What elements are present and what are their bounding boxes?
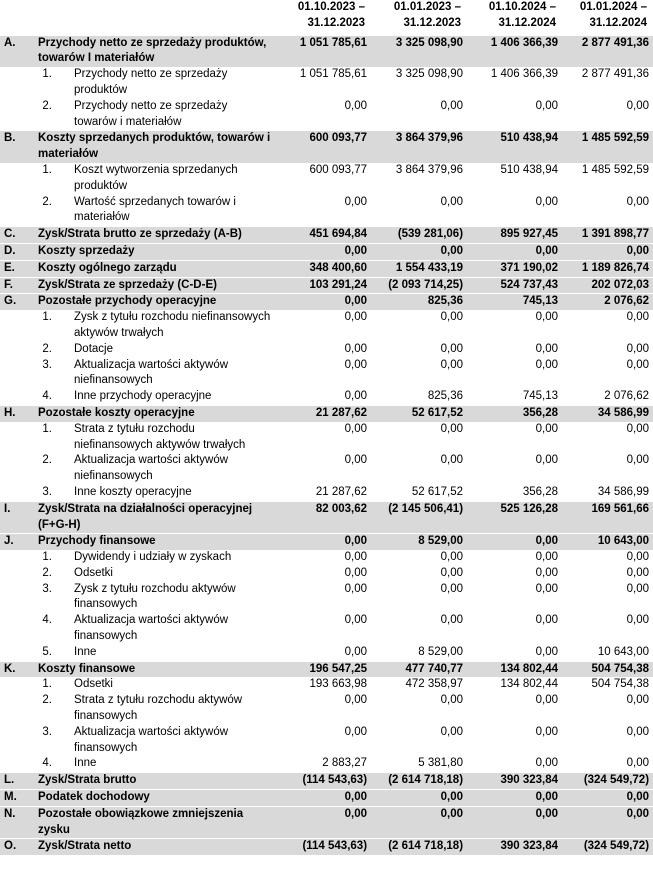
value-period-4: 10 643,00 (562, 534, 653, 550)
value-period-4: 10 643,00 (562, 645, 653, 661)
value-period-3: 0,00 (467, 613, 562, 645)
value-period-3: 0,00 (467, 645, 562, 661)
value-period-4: 0,00 (562, 99, 653, 131)
value-period-1: 0,00 (275, 534, 371, 550)
item-label: Zysk z tytułu rozchodu niefinansowych aktywów trwałych (70, 310, 275, 342)
section-label: Koszty finansowe (34, 661, 275, 677)
value-period-3: 0,00 (467, 582, 562, 614)
value-period-1: 0,00 (275, 243, 371, 260)
value-period-2: 0,00 (371, 99, 467, 131)
value-period-2: 8 529,00 (371, 534, 467, 550)
value-period-1: 0,00 (275, 582, 371, 614)
value-period-4: 0,00 (562, 310, 653, 342)
value-period-3: 0,00 (467, 534, 562, 550)
section-label: Zysk/Strata na działalności operacyjnej (F+G-H) (34, 501, 275, 534)
section-row (0, 534, 653, 550)
value-period-3: 895 927,45 (467, 227, 562, 244)
item-number: 4. (0, 613, 70, 645)
line-item-row (0, 485, 653, 501)
value-period-1: 1 051 785,61 (275, 67, 371, 99)
value-period-1: 0,00 (275, 389, 371, 405)
line-item-row (0, 566, 653, 582)
value-period-1: 600 093,77 (275, 163, 371, 195)
section-code: M. (0, 790, 34, 807)
section-row (0, 501, 653, 534)
value-period-4: 1 189 826,74 (562, 260, 653, 277)
value-period-4: 0,00 (562, 342, 653, 358)
value-period-3: 0,00 (467, 342, 562, 358)
value-period-4: 0,00 (562, 806, 653, 839)
value-period-1: 0,00 (275, 790, 371, 807)
line-item-row (0, 550, 653, 566)
item-label: Aktualizacja wartości aktywów finansowych (70, 725, 275, 757)
line-item-row (0, 99, 653, 131)
value-period-3: 0,00 (467, 195, 562, 227)
value-period-2: 52 617,52 (371, 485, 467, 501)
item-label: Aktualizacja wartości aktywów finansowych (70, 613, 275, 645)
value-period-3: 0,00 (467, 566, 562, 582)
value-period-4: 2 076,62 (562, 294, 653, 310)
value-period-2: 1 554 433,19 (371, 260, 467, 277)
item-label: Odsetki (70, 677, 275, 693)
value-period-1: 82 003,62 (275, 501, 371, 534)
value-period-1: 0,00 (275, 550, 371, 566)
value-period-4: 1 391 898,77 (562, 227, 653, 244)
item-number: 3. (0, 358, 70, 390)
line-item-row (0, 693, 653, 725)
value-period-2: 0,00 (371, 790, 467, 807)
value-period-1: 0,00 (275, 806, 371, 839)
section-label: Przychody finansowe (34, 534, 275, 550)
section-code: K. (0, 661, 34, 677)
value-period-3: 0,00 (467, 693, 562, 725)
value-period-2: 825,36 (371, 389, 467, 405)
item-label: Strata z tytułu rozchodu aktywów finansowych (70, 693, 275, 725)
value-period-2: 472 358,97 (371, 677, 467, 693)
item-number: 1. (0, 422, 70, 454)
value-period-3: 745,13 (467, 294, 562, 310)
value-period-2: 3 864 379,96 (371, 131, 467, 163)
item-number: 3. (0, 485, 70, 501)
value-period-2: 0,00 (371, 582, 467, 614)
value-period-4: 0,00 (562, 756, 653, 772)
value-period-2: 0,00 (371, 195, 467, 227)
item-number: 2. (0, 693, 70, 725)
item-label: Inne przychody operacyjne (70, 389, 275, 405)
section-row (0, 661, 653, 677)
value-period-3: 524 737,43 (467, 277, 562, 294)
value-period-1: 2 883,27 (275, 756, 371, 772)
item-label: Koszt wytworzenia sprzedanych produktów (70, 163, 275, 195)
value-period-1: 348 400,60 (275, 260, 371, 277)
section-label: Pozostałe obowiązkowe zmniejszenia zysku (34, 806, 275, 839)
line-item-row (0, 677, 653, 693)
statement-body (0, 35, 653, 855)
item-number: 1. (0, 163, 70, 195)
item-label: Strata z tytułu rozchodu niefinansowych aktywów trwałych (70, 422, 275, 454)
value-period-4: 1 485 592,59 (562, 131, 653, 163)
section-code: L. (0, 773, 34, 790)
value-period-3: 371 190,02 (467, 260, 562, 277)
value-period-1: 1 051 785,61 (275, 35, 371, 67)
value-period-1: 103 291,24 (275, 277, 371, 294)
value-period-1: 0,00 (275, 342, 371, 358)
section-label: Koszty sprzedanych produktów, towarów i materiałów (34, 131, 275, 163)
section-row (0, 790, 653, 807)
value-period-3: 134 802,44 (467, 661, 562, 677)
value-period-3: 0,00 (467, 550, 562, 566)
item-number: 4. (0, 756, 70, 772)
value-period-3: 0,00 (467, 725, 562, 757)
value-period-2: 0,00 (371, 342, 467, 358)
value-period-2: (2 614 718,18) (371, 839, 467, 855)
line-item-row (0, 756, 653, 772)
section-code: I. (0, 501, 34, 534)
section-row (0, 227, 653, 244)
value-period-1: 196 547,25 (275, 661, 371, 677)
line-item-row (0, 725, 653, 757)
value-period-3: 0,00 (467, 790, 562, 807)
value-period-3: 525 126,28 (467, 501, 562, 534)
item-label: Inne koszty operacyjne (70, 485, 275, 501)
section-code: H. (0, 405, 34, 421)
item-number: 2. (0, 342, 70, 358)
item-number: 1. (0, 550, 70, 566)
value-period-2: 3 325 098,90 (371, 35, 467, 67)
value-period-1: (114 543,63) (275, 839, 371, 855)
item-number: 2. (0, 566, 70, 582)
value-period-4: 1 485 592,59 (562, 163, 653, 195)
section-label: Pozostałe koszty operacyjne (34, 405, 275, 421)
value-period-4: 169 561,66 (562, 501, 653, 534)
line-item-row (0, 453, 653, 485)
value-period-4: (324 549,72) (562, 839, 653, 855)
value-period-2: 3 325 098,90 (371, 67, 467, 99)
line-item-row (0, 582, 653, 614)
value-period-3: 0,00 (467, 422, 562, 454)
section-label: Podatek dochodowy (34, 790, 275, 807)
value-period-3: 0,00 (467, 453, 562, 485)
value-period-1: 0,00 (275, 693, 371, 725)
section-code: G. (0, 294, 34, 310)
section-code: O. (0, 839, 34, 855)
value-period-3: 1 406 366,39 (467, 67, 562, 99)
value-period-2: 0,00 (371, 453, 467, 485)
value-period-3: 356,28 (467, 485, 562, 501)
value-period-2: 825,36 (371, 294, 467, 310)
value-period-3: 0,00 (467, 358, 562, 390)
section-code: F. (0, 277, 34, 294)
value-period-1: 0,00 (275, 195, 371, 227)
item-label: Dywidendy i udziały w zyskach (70, 550, 275, 566)
value-period-2: 0,00 (371, 566, 467, 582)
value-period-4: 202 072,03 (562, 277, 653, 294)
section-code: D. (0, 243, 34, 260)
item-number: 1. (0, 310, 70, 342)
section-row (0, 405, 653, 421)
value-period-2: 0,00 (371, 243, 467, 260)
item-label: Przychody netto ze sprzedaży towarów i materiałów (70, 99, 275, 131)
value-period-3: 0,00 (467, 806, 562, 839)
item-label: Dotacje (70, 342, 275, 358)
item-label: Przychody netto ze sprzedaży produktów (70, 67, 275, 99)
value-period-2: (2 614 718,18) (371, 773, 467, 790)
value-period-1: 0,00 (275, 725, 371, 757)
value-period-1: 0,00 (275, 566, 371, 582)
value-period-2: 3 864 379,96 (371, 163, 467, 195)
value-period-2: 0,00 (371, 422, 467, 454)
value-period-2: 0,00 (371, 725, 467, 757)
value-period-3: 1 406 366,39 (467, 35, 562, 67)
item-label: Aktualizacja wartości aktywów niefinansowych (70, 453, 275, 485)
section-row (0, 806, 653, 839)
section-code: C. (0, 227, 34, 244)
line-item-row (0, 310, 653, 342)
section-label: Koszty sprzedaży (34, 243, 275, 260)
value-period-1: 21 287,62 (275, 485, 371, 501)
value-period-4: 0,00 (562, 422, 653, 454)
line-item-row (0, 389, 653, 405)
section-label: Zysk/Strata netto (34, 839, 275, 855)
value-period-4: 0,00 (562, 790, 653, 807)
value-period-1: 0,00 (275, 422, 371, 454)
value-period-2: 0,00 (371, 310, 467, 342)
line-item-row (0, 163, 653, 195)
line-item-row (0, 645, 653, 661)
section-row (0, 277, 653, 294)
section-row (0, 773, 653, 790)
section-row (0, 35, 653, 67)
line-item-row (0, 358, 653, 390)
section-code: J. (0, 534, 34, 550)
value-period-3: 390 323,84 (467, 773, 562, 790)
section-code: N. (0, 806, 34, 839)
header-row (0, 0, 653, 35)
line-item-row (0, 422, 653, 454)
value-period-4: 2 877 491,36 (562, 67, 653, 99)
item-label: Odsetki (70, 566, 275, 582)
value-period-3: 134 802,44 (467, 677, 562, 693)
value-period-4: 2 076,62 (562, 389, 653, 405)
period-header-3: 01.10.2024 – 31.12.2024 (488, 1, 557, 29)
item-label: Zysk z tytułu rozchodu aktywów finansowych (70, 582, 275, 614)
value-period-1: 600 093,77 (275, 131, 371, 163)
section-row (0, 131, 653, 163)
value-period-4: 0,00 (562, 550, 653, 566)
value-period-2: 0,00 (371, 550, 467, 566)
line-item-row (0, 613, 653, 645)
value-period-1: 0,00 (275, 294, 371, 310)
value-period-1: 451 694,84 (275, 227, 371, 244)
section-label: Przychody netto ze sprzedaży produktów, towarów I materiałów (34, 35, 275, 67)
value-period-2: (2 145 506,41) (371, 501, 467, 534)
section-row (0, 294, 653, 310)
item-number: 3. (0, 725, 70, 757)
value-period-2: 8 529,00 (371, 645, 467, 661)
value-period-2: 52 617,52 (371, 405, 467, 421)
value-period-1: 0,00 (275, 358, 371, 390)
value-period-3: 356,28 (467, 405, 562, 421)
value-period-4: 0,00 (562, 195, 653, 227)
item-label: Inne (70, 645, 275, 661)
line-item-row (0, 342, 653, 358)
section-label: Zysk/Strata ze sprzedaży (C-D-E) (34, 277, 275, 294)
value-period-4: 34 586,99 (562, 405, 653, 421)
value-period-4: 34 586,99 (562, 485, 653, 501)
section-code: A. (0, 35, 34, 67)
value-period-3: 0,00 (467, 99, 562, 131)
section-code: E. (0, 260, 34, 277)
item-number: 4. (0, 389, 70, 405)
value-period-4: 504 754,38 (562, 661, 653, 677)
value-period-2: 0,00 (371, 693, 467, 725)
section-row (0, 839, 653, 855)
item-label: Inne (70, 756, 275, 772)
item-number: 1. (0, 67, 70, 99)
value-period-1: 193 663,98 (275, 677, 371, 693)
value-period-1: 0,00 (275, 613, 371, 645)
value-period-1: 0,00 (275, 99, 371, 131)
value-period-3: 390 323,84 (467, 839, 562, 855)
value-period-2: (539 281,06) (371, 227, 467, 244)
value-period-4: 0,00 (562, 243, 653, 260)
line-item-row (0, 67, 653, 99)
item-number: 1. (0, 677, 70, 693)
value-period-2: 5 381,80 (371, 756, 467, 772)
value-period-3: 0,00 (467, 310, 562, 342)
value-period-2: (2 093 714,25) (371, 277, 467, 294)
value-period-2: 0,00 (371, 358, 467, 390)
value-period-2: 477 740,77 (371, 661, 467, 677)
value-period-4: 0,00 (562, 566, 653, 582)
period-header-4: 01.01.2024 – 31.12.2024 (579, 1, 648, 29)
section-code: B. (0, 131, 34, 163)
section-row (0, 243, 653, 260)
value-period-2: 0,00 (371, 806, 467, 839)
value-period-1: 0,00 (275, 453, 371, 485)
value-period-1: (114 543,63) (275, 773, 371, 790)
section-label: Koszty ogólnego zarządu (34, 260, 275, 277)
item-label: Aktualizacja wartości aktywów niefinansowych (70, 358, 275, 390)
value-period-4: 0,00 (562, 453, 653, 485)
item-label: Wartość sprzedanych towarów i materiałów (70, 195, 275, 227)
value-period-4: 0,00 (562, 725, 653, 757)
item-number: 5. (0, 645, 70, 661)
value-period-4: 0,00 (562, 693, 653, 725)
item-number: 2. (0, 195, 70, 227)
value-period-3: 745,13 (467, 389, 562, 405)
value-period-4: 0,00 (562, 613, 653, 645)
value-period-4: 504 754,38 (562, 677, 653, 693)
item-number: 2. (0, 453, 70, 485)
item-number: 2. (0, 99, 70, 131)
period-header-1: 01.10.2023 – 31.12.2023 (297, 1, 366, 29)
value-period-3: 510 438,94 (467, 131, 562, 163)
section-label: Pozostałe przychody operacyjne (34, 294, 275, 310)
value-period-4: 0,00 (562, 358, 653, 390)
section-label: Zysk/Strata brutto (34, 773, 275, 790)
value-period-3: 510 438,94 (467, 163, 562, 195)
section-row (0, 260, 653, 277)
period-header-2: 01.01.2023 – 31.12.2023 (393, 1, 462, 29)
value-period-4: 2 877 491,36 (562, 35, 653, 67)
value-period-3: 0,00 (467, 756, 562, 772)
value-period-1: 0,00 (275, 645, 371, 661)
value-period-3: 0,00 (467, 243, 562, 260)
value-period-1: 0,00 (275, 310, 371, 342)
line-item-row (0, 195, 653, 227)
value-period-4: (324 549,72) (562, 773, 653, 790)
item-number: 3. (0, 582, 70, 614)
value-period-2: 0,00 (371, 613, 467, 645)
value-period-1: 21 287,62 (275, 405, 371, 421)
section-label: Zysk/Strata brutto ze sprzedaży (A-B) (34, 227, 275, 244)
value-period-4: 0,00 (562, 582, 653, 614)
